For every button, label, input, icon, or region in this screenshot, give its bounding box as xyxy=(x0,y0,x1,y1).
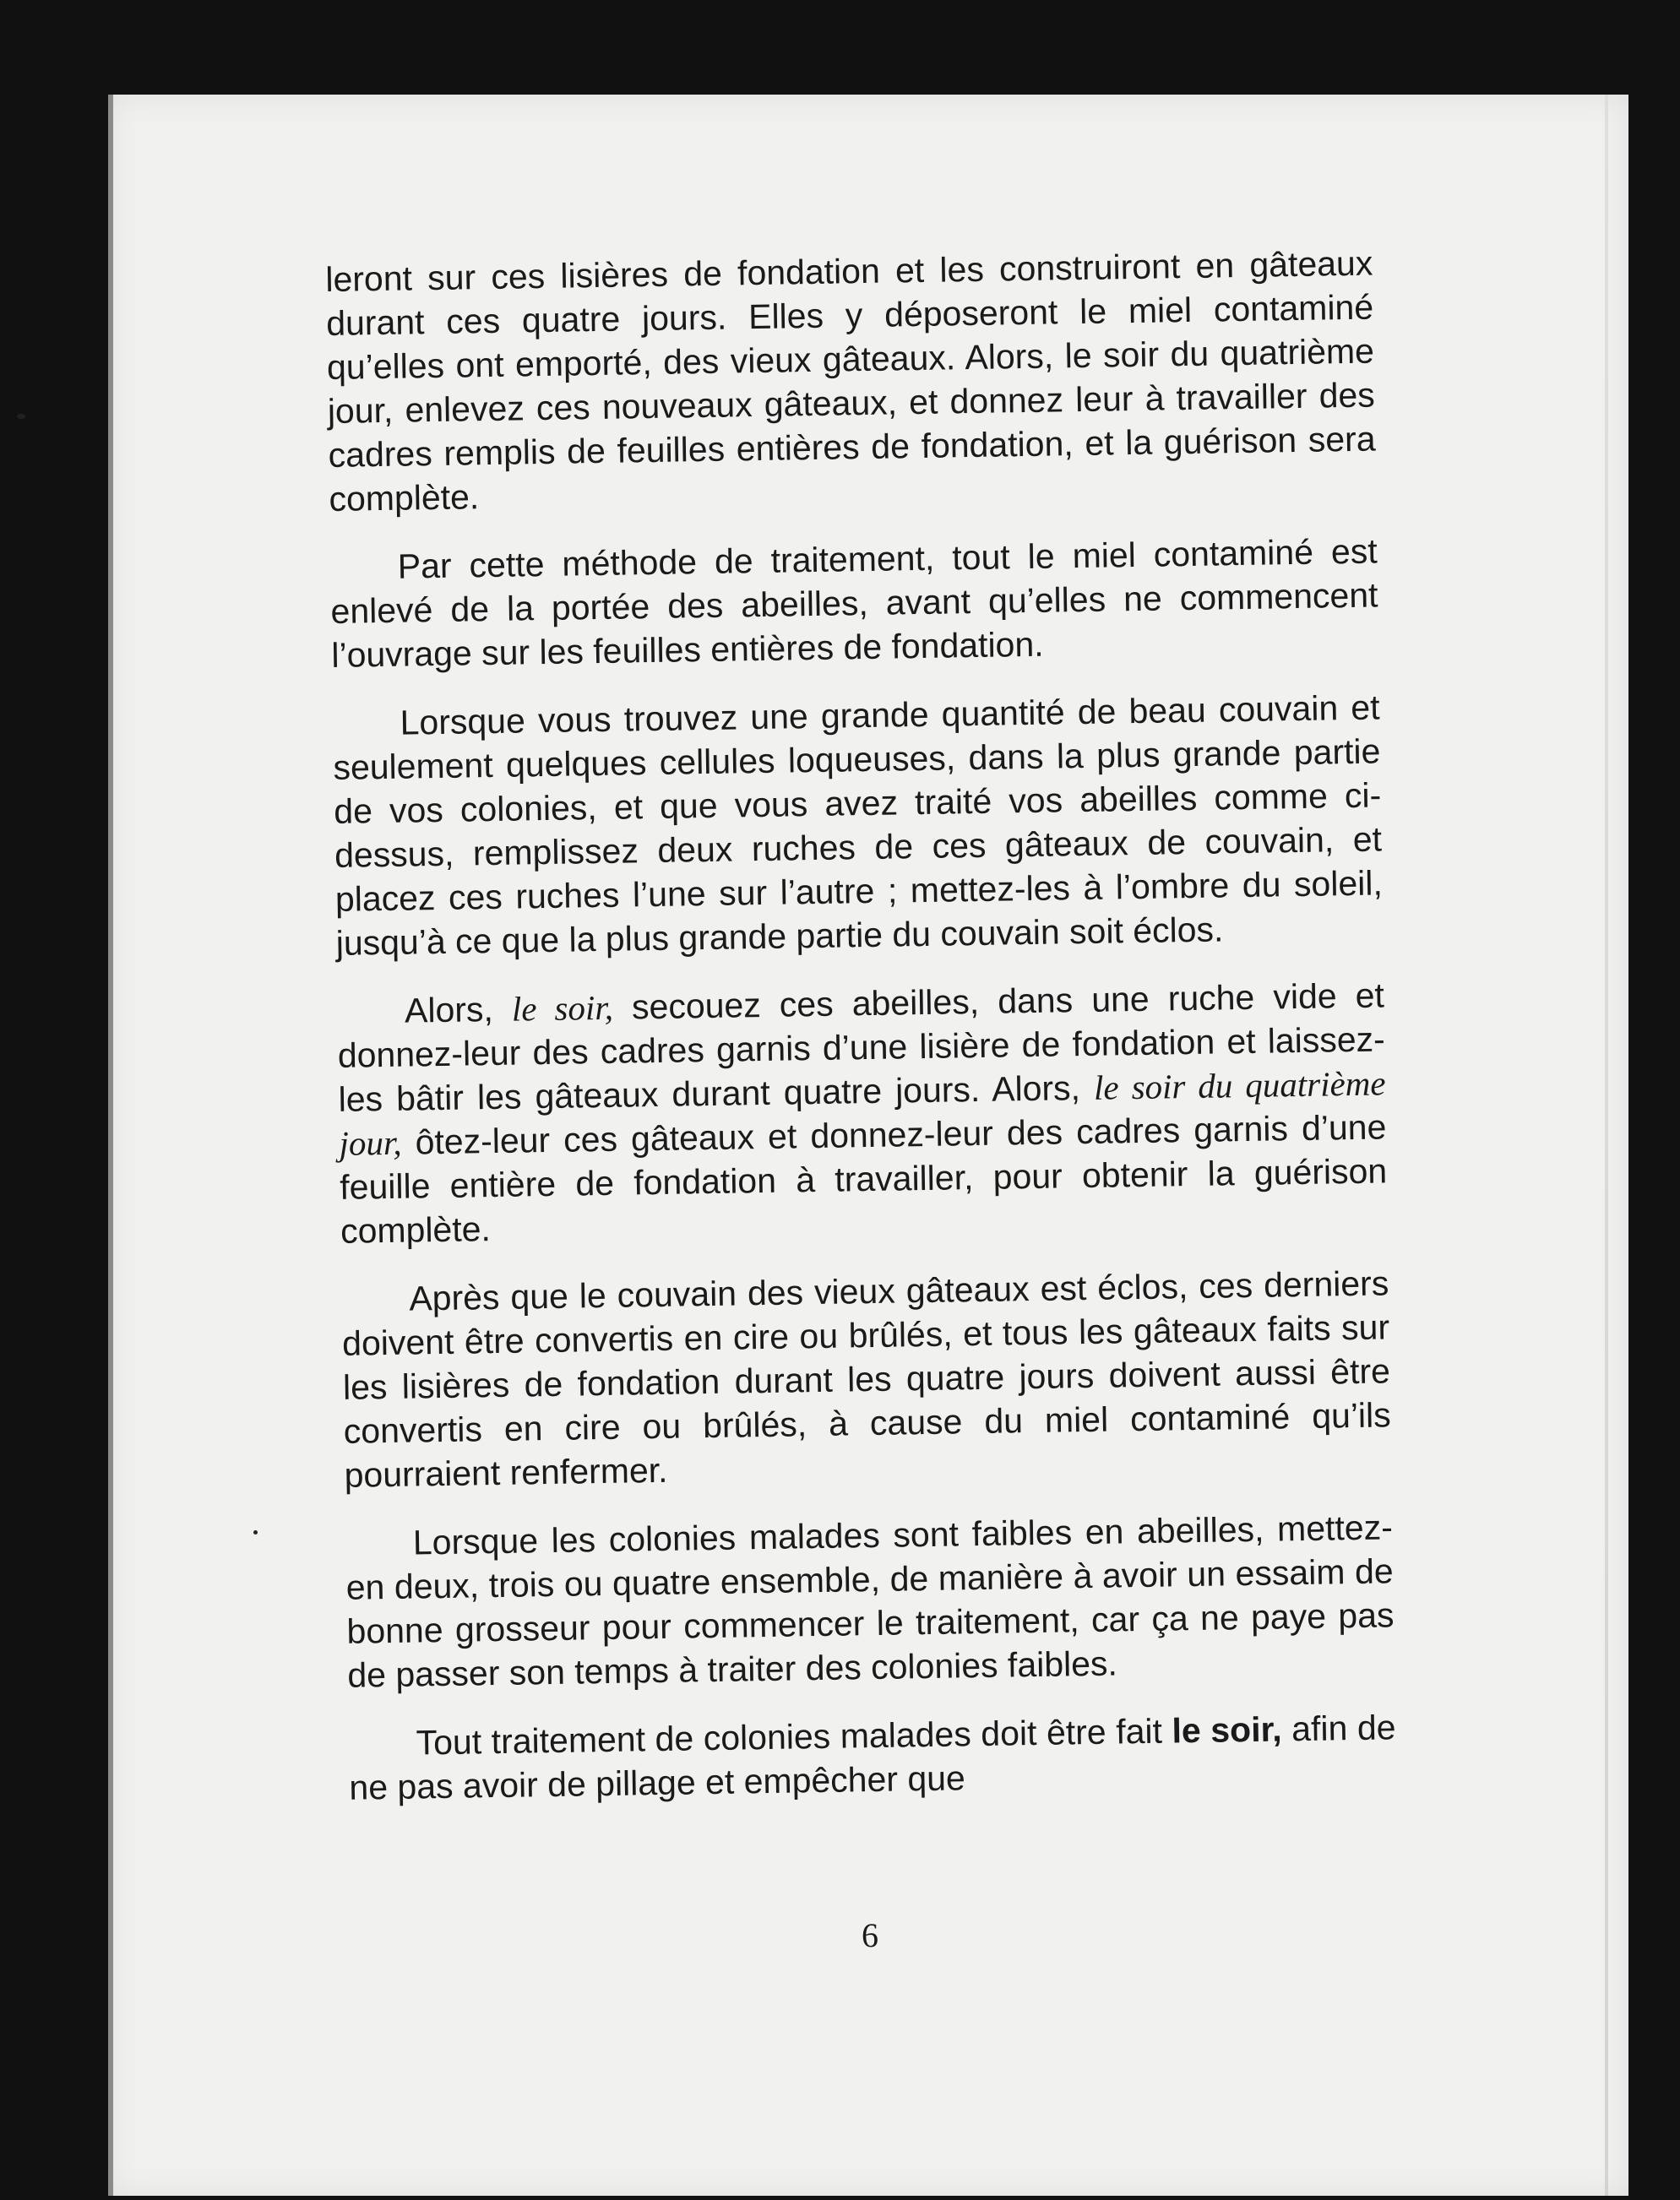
italic-text: le soir du quatrième jour, xyxy=(339,1063,1386,1163)
paragraph xyxy=(348,1705,1396,1809)
paragraph-text: Lorsque vous trouvez une grande quantité de beau couvain et seulement quelques cellules loqueuses, dans la plus grande partie de vos colonies, et que vous avez traité vos abeilles comme ci-dessus, remplissez deux ruches de ces gâteaux de couvain, et placez ces ruches l’une sur l’autre ; mettez-les à l’ombre du soleil, jusqu’à ce que la plus grande partie du couvain soit éclos. xyxy=(333,687,1384,963)
paragraph-text: Tout traitement de colonies malades doit être fait xyxy=(416,1711,1172,1763)
paragraph-text: Par cette méthode de traitement, tout le miel contaminé est enlevé de la portée des abeilles, avant qu’elles ne commencent l’ouvrage sur les feuilles entières de fondation. xyxy=(330,531,1378,675)
page-edge-left xyxy=(108,95,113,2196)
bold-text: le soir, xyxy=(1172,1709,1282,1751)
paragraph xyxy=(329,529,1378,676)
paragraph-text: secouez ces abeilles, dans une ruche vide et donnez-leur des cadres garnis d’une lisière de fondation et laissez-les bâtir les gâteaux durant quatre jours. Alors, xyxy=(337,975,1386,1119)
page-number: 6 xyxy=(862,1916,878,1954)
paragraph-text: afin de ne pas avoir de pillage et empêcher que xyxy=(349,1708,1396,1807)
paragraph-text: Après que le couvain des vieux gâteaux est éclos, ces derniers doivent être convertis en cire ou brûlés, et tous les gâteaux faits sur les lisières de fondation durant les quatre jours doivent aussi être convertis en cire ou brûlés, à cause du miel contaminé qu’ils pourraient renfermer. xyxy=(341,1263,1392,1495)
body-text xyxy=(325,242,1397,1834)
paragraph xyxy=(325,242,1377,521)
paragraph-text: leront sur ces lisières de fondation et les construiront en gâteaux durant ces quatre jours. Elles y déposeront le miel contaminé qu’elles ont emporté, des vieux gâteaux. Alors, le soir du quatrième jour, enlevez ces nouveaux gâteaux, et donnez leur à travailler des cadres remplis de feuilles entières de fondation, et la guérison sera complète. xyxy=(325,243,1376,519)
paragraph-text: ôtez-leur ces gâteaux et donnez-leur des cadres garnis d’une feuille entière de fondation à travailler, pour obtenir la guérison complète. xyxy=(339,1107,1388,1251)
scan-speck xyxy=(253,1530,258,1535)
paragraph-text: Alors, xyxy=(404,989,513,1030)
paragraph xyxy=(341,1261,1392,1497)
paragraph xyxy=(332,685,1384,964)
italic-text: le soir, xyxy=(511,987,614,1029)
paragraph-text: Lorsque les colonies malades sont faibles en abeilles, mettez-en deux, trois ou quatre ensemble, de manière à avoir un essaim de bonne grosseur pour commencer le traitement, car ça ne paye pas de passer son temps à traiter des colonies faibles. xyxy=(345,1507,1395,1695)
paragraph xyxy=(337,973,1389,1252)
paragraph xyxy=(345,1505,1395,1697)
page-edge-right xyxy=(1605,95,1608,2196)
scan-speck xyxy=(17,414,25,419)
